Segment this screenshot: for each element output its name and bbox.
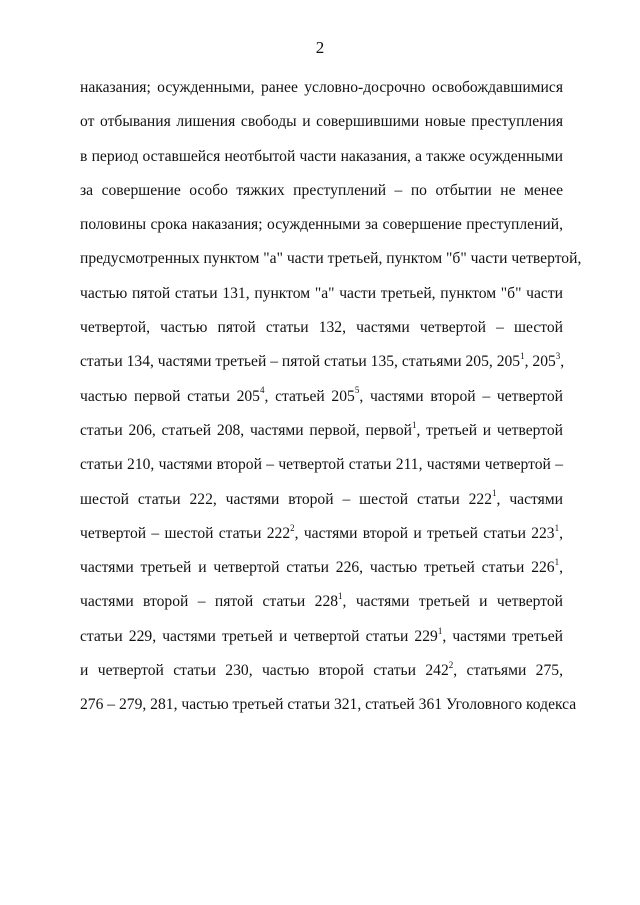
text-run: половины срока наказания; осужденными за совершение преступлений, <box>80 216 563 234</box>
text-run: частью первой статьи 205 <box>80 387 260 405</box>
text-line <box>80 318 563 352</box>
superscript-index: 1 <box>492 488 497 499</box>
text-run: четвертой – шестой статьи 222 <box>80 524 291 542</box>
superscript-index: 1 <box>554 522 560 533</box>
text-line <box>80 215 563 249</box>
superscript-index: 3 <box>555 351 561 362</box>
text-run: частями второй – пятой статьи 228 <box>80 593 339 611</box>
superscript-index: 1 <box>411 419 417 430</box>
text-run: , частями <box>496 490 564 508</box>
text-run: статьи 134, частями третьей – пятой статьи 135, статьями 205, 205 <box>80 353 521 371</box>
text-line <box>80 695 577 729</box>
text-run: частью пятой статьи 131, пунктом "а" части третьей, пунктом "б" части <box>80 284 563 302</box>
text-line <box>80 112 563 146</box>
text-run: , <box>559 559 563 577</box>
text-run: наказания; осужденными, ранее условно-досрочно освобождавшимися <box>80 79 563 96</box>
text-run: , <box>559 524 563 542</box>
text-line <box>80 490 563 524</box>
text-line <box>80 661 563 695</box>
text-line <box>80 592 563 626</box>
text-line <box>80 387 563 421</box>
text-run: предусмотренных пунктом "а" части третьей, пунктом "б" части четвертой, <box>80 250 582 268</box>
text-run: от отбывания лишения свободы и совершившими новые преступления <box>80 113 563 131</box>
text-run: четвертой, частью пятой статьи 132, частями четвертой – шестой <box>80 319 563 337</box>
text-line <box>80 284 563 318</box>
text-run: шестой статьи 222, частями второй – шестой статьи 222 <box>80 490 493 508</box>
body-paragraph <box>80 78 582 730</box>
text-run: статьи 210, частями второй – четвертой статьи 211, частями четвертой – <box>80 456 563 474</box>
superscript-index: 1 <box>554 556 560 567</box>
text-run: за совершение особо тяжких преступлений – по отбытии не менее <box>80 181 563 199</box>
superscript-index: 1 <box>437 625 443 636</box>
text-run: , частями третьей <box>442 627 564 645</box>
text-run: , частями третьей и четвертой <box>342 593 563 611</box>
text-line <box>80 455 563 489</box>
text-run: , частями второй и третьей статьи 223 <box>294 524 555 542</box>
text-line <box>80 421 563 455</box>
text-line <box>80 181 563 215</box>
text-run: в период оставшейся неотбытой части наказания, а также осужденными <box>80 147 563 165</box>
text-line <box>80 78 563 112</box>
text-run: , <box>560 353 565 371</box>
text-line <box>80 352 563 386</box>
superscript-index: 4 <box>259 385 265 396</box>
text-line <box>80 249 582 283</box>
text-run: , третьей и четвертой <box>416 421 564 439</box>
text-run: 276 – 279, 281, частью третьей статьи 321, статьей 361 Уголовного кодекса <box>80 696 577 714</box>
text-run: частями третьей и четвертой статьи 226, частью третьей статьи 226 <box>80 559 555 577</box>
text-line <box>80 147 563 181</box>
page-number: 2 <box>315 38 325 57</box>
text-run: , частями второй – четвертой <box>359 387 563 405</box>
text-run: , статьями 275, <box>453 662 563 680</box>
superscript-index: 5 <box>354 385 360 396</box>
text-run: , статьей 205 <box>264 387 355 405</box>
text-run: и четвертой статьи 230, частью второй статьи 242 <box>80 662 449 680</box>
superscript-index: 2 <box>290 522 295 533</box>
superscript-index: 1 <box>520 351 525 362</box>
text-line <box>80 524 563 558</box>
text-run: статьи 229, частями третьей и четвертой статьи 229 <box>80 627 438 645</box>
text-line <box>80 558 563 592</box>
superscript-index: 2 <box>448 659 454 670</box>
text-run: статьи 206, статьей 208, частями первой, первой <box>80 421 412 439</box>
text-run: , 205 <box>524 353 556 371</box>
text-line <box>80 627 563 661</box>
superscript-index: 1 <box>338 591 343 602</box>
